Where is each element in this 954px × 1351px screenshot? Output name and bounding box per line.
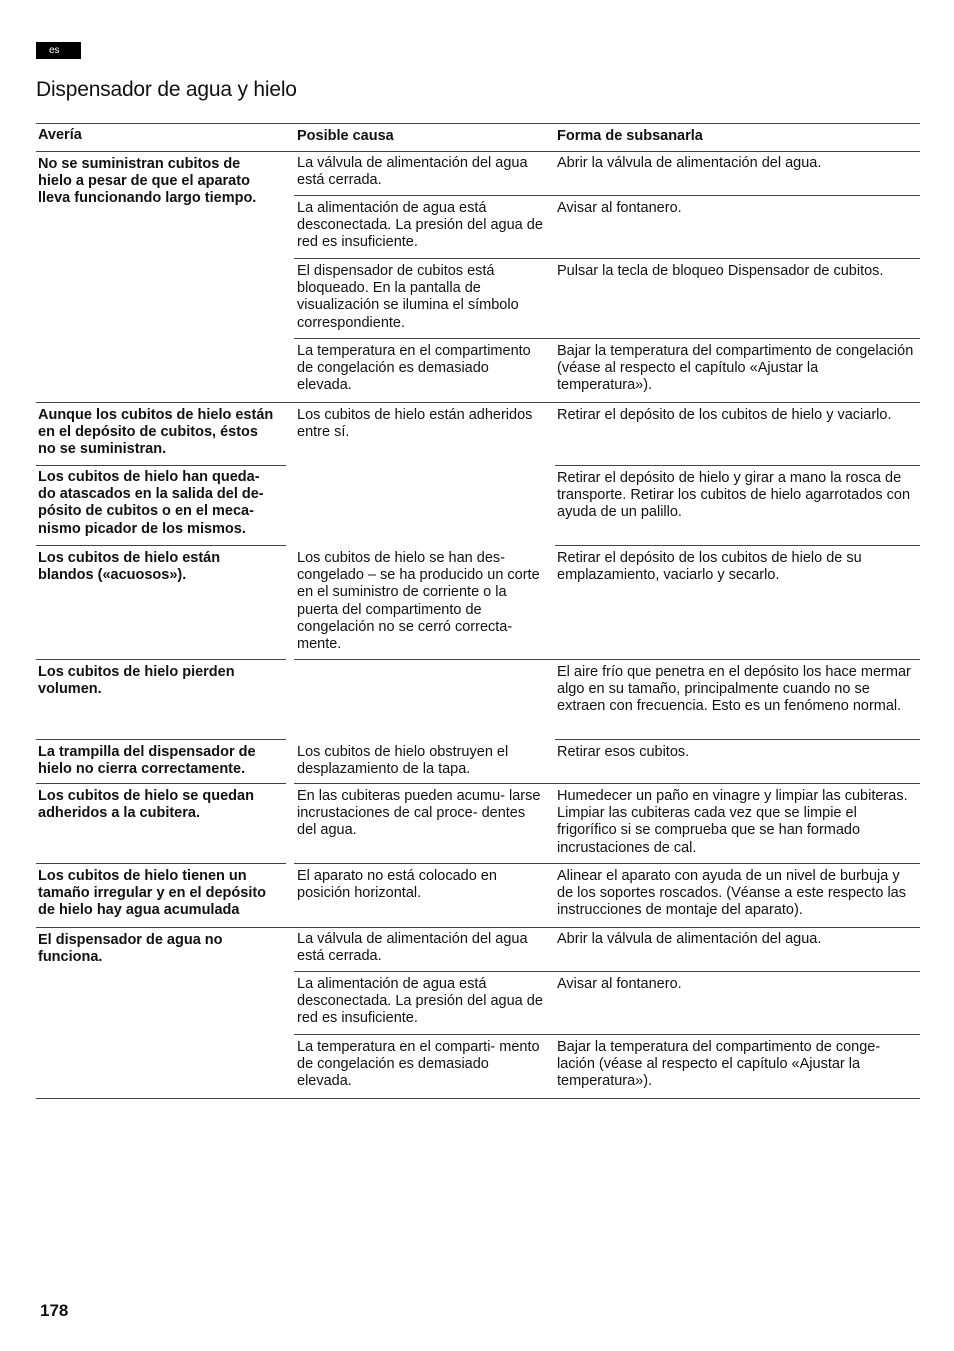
solucion-7-0: Alinear el aparato con ayuda de un nivel de burbuja y de los soportes roscados. (Véanse a este respecto las instrucciones de montaje del aparato).	[557, 868, 906, 919]
rule	[294, 1034, 920, 1035]
causa-3-0: Los cubitos de hielo se han des- congelado – se ha producido un corte en el suministro de corriente o la puerta del compartimento de congelación no se cerró correcta- mente.	[297, 550, 540, 653]
rule	[555, 739, 920, 740]
solucion-0-1: Avisar al fontanero.	[557, 200, 682, 216]
rule	[294, 971, 920, 972]
solucion-5-0: Retirar esos cubitos.	[557, 744, 690, 760]
solucion-4-0: El aire frío que penetra en el depósito los hace mermar algo en su tamaño, principalmente cuando no se extraen con frecuencia. Esto es un fenómeno normal.	[557, 664, 911, 715]
table-top-rule	[36, 123, 920, 124]
causa-0-1: La alimentación de agua está desconectada. La presión del agua de red es insuficiente.	[297, 200, 543, 251]
causa-5-0: Los cubitos de hielo obstruyen el desplazamiento de la tapa.	[297, 744, 509, 778]
rule	[36, 863, 286, 864]
rule	[36, 927, 920, 928]
rule	[294, 659, 920, 660]
averia-2: Los cubitos de hielo han queda- do atascados en la salida del de- pósito de cubitos o en el meca- nismo picador de los mismos.	[38, 469, 264, 537]
solucion-3-0: Retirar el depósito de los cubitos de hielo de su emplazamiento, vaciarlo y secarlo.	[557, 550, 862, 584]
averia-5: La trampilla del dispensador de hielo no cierra correctamente.	[38, 744, 256, 778]
solucion-1-0: Retirar el depósito de los cubitos de hielo y vaciarlo.	[557, 407, 892, 423]
rule	[36, 739, 286, 740]
header-causa: Posible causa	[297, 128, 394, 144]
rule	[294, 783, 920, 784]
averia-0: No se suministran cubitos de hielo a pesar de que el aparato lleva funcionando largo tiempo.	[38, 156, 257, 207]
causa-0-0: La válvula de alimentación del agua está cerrada.	[297, 155, 528, 189]
rule	[294, 195, 920, 196]
solucion-0-3: Bajar la temperatura del compartimento de congelación (véase al respecto el capítulo «Ajustar la temperatura»).	[557, 343, 914, 394]
causa-8-1: La alimentación de agua está desconectada. La presión del agua de red es insuficiente.	[297, 976, 543, 1027]
page-number: 178	[40, 1301, 69, 1320]
solucion-0-2: Pulsar la tecla de bloqueo Dispensador de cubitos.	[557, 263, 884, 279]
rule	[36, 545, 286, 546]
rule	[294, 338, 920, 339]
table-bottom-rule	[36, 1098, 920, 1099]
header-rule	[36, 151, 920, 152]
header-solucion: Forma de subsanarla	[557, 128, 703, 144]
causa-8-2: La temperatura en el comparti- mento de congelación es demasiado elevada.	[297, 1039, 540, 1090]
averia-6: Los cubitos de hielo se quedan adheridos a la cubitera.	[38, 788, 254, 822]
solucion-0-0: Abrir la válvula de alimentación del agua.	[557, 155, 822, 171]
solucion-8-1: Avisar al fontanero.	[557, 976, 682, 992]
language-badge: es	[36, 42, 81, 59]
causa-6-0: En las cubiteras pueden acumu- larse incrustaciones de cal proce- dentes del agua.	[297, 788, 541, 839]
rule	[36, 659, 286, 660]
header-averia: Avería	[38, 127, 82, 143]
averia-4: Los cubitos de hielo pierden volumen.	[38, 664, 235, 698]
solucion-6-0: Humedecer un paño en vinagre y limpiar las cubiteras. Limpiar las cubiteras cada vez que se limpie el frigorífico si se comprueba que se han formado incrustaciones de cal.	[557, 788, 908, 856]
rule	[36, 402, 920, 403]
rule	[294, 863, 920, 864]
solucion-8-2: Bajar la temperatura del compartimento de conge- lación (véase al respecto el capítulo «Ajustar la temperatura»).	[557, 1039, 881, 1090]
averia-8: El dispensador de agua no funciona.	[38, 932, 223, 966]
solucion-2-0: Retirar el depósito de hielo y girar a mano la rosca de transporte. Retirar los cubitos de hielo agarrotados con ayuda de un palillo.	[557, 470, 911, 521]
causa-1-0: Los cubitos de hielo están adheridos entre sí.	[297, 407, 533, 441]
rule	[36, 783, 286, 784]
causa-0-2: El dispensador de cubitos está bloqueado. En la pantalla de visualización se ilumina el símbolo correspondiente.	[297, 263, 519, 331]
rule	[294, 258, 920, 259]
averia-3: Los cubitos de hielo están blandos («acuosos»).	[38, 550, 221, 584]
rule	[555, 465, 920, 466]
solucion-8-0: Abrir la válvula de alimentación del agua.	[557, 931, 822, 947]
rule	[36, 465, 286, 466]
page-title: Dispensador de agua y hielo	[36, 78, 297, 101]
rule	[555, 545, 920, 546]
averia-7: Los cubitos de hielo tienen un tamaño irregular y en el depósito de hielo hay agua acumulada	[38, 868, 267, 919]
causa-8-0: La válvula de alimentación del agua está cerrada.	[297, 931, 528, 965]
causa-7-0: El aparato no está colocado en posición horizontal.	[297, 868, 497, 902]
causa-0-3: La temperatura en el compartimento de congelación es demasiado elevada.	[297, 343, 531, 394]
averia-1: Aunque los cubitos de hielo están en el depósito de cubitos, éstos no se suministran.	[38, 407, 274, 458]
